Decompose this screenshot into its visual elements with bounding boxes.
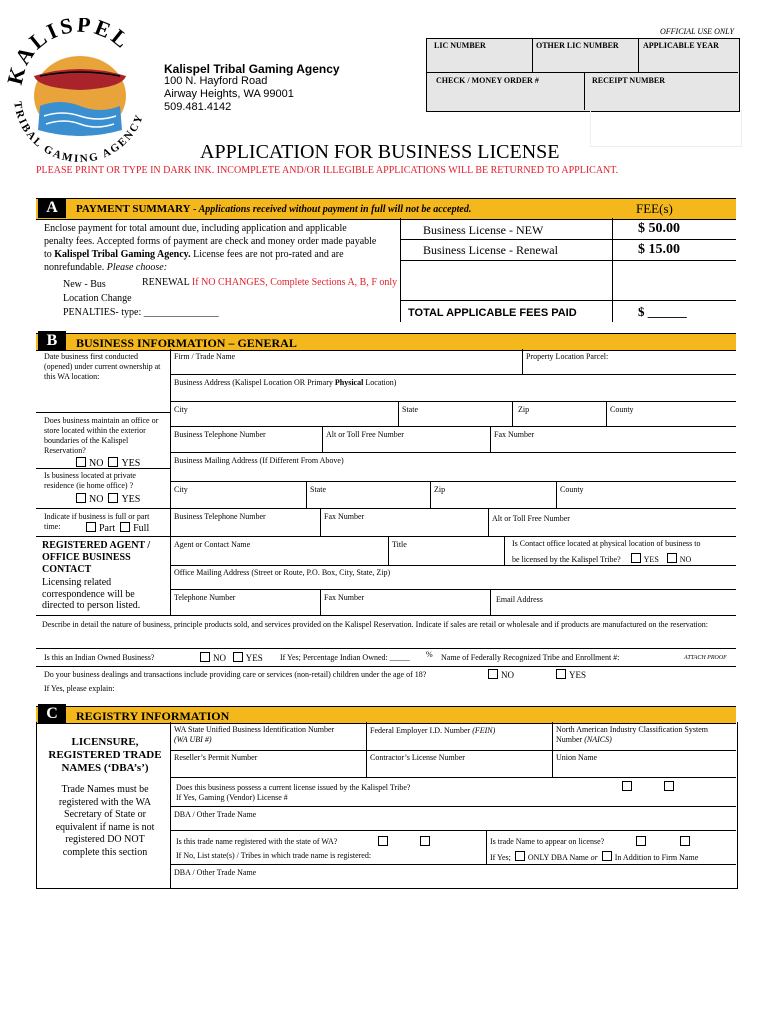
mailing-zip-field[interactable]: Zip bbox=[434, 485, 446, 494]
licensure-heading: LICENSURE, REGISTERED TRADE NAMES (‘DBA’s’) bbox=[48, 736, 162, 774]
check-money-order-label: CHECK / MONEY ORDER # bbox=[436, 76, 539, 85]
children-yes[interactable]: YES bbox=[556, 669, 586, 681]
registered-state-no[interactable] bbox=[378, 836, 391, 848]
official-use-label: OFFICIAL USE ONLY bbox=[660, 27, 734, 36]
current-license-yes-checkbox[interactable] bbox=[664, 781, 674, 791]
mailing-business-phone-field[interactable]: Business Telephone Number bbox=[174, 512, 266, 521]
logo-top-text: KALISPEL bbox=[1, 18, 137, 88]
appear-license-yes-checkbox[interactable] bbox=[680, 836, 690, 846]
full-time-checkbox[interactable] bbox=[120, 522, 130, 532]
full-part-question: Indicate if business is full or part time: bbox=[44, 512, 150, 531]
appear-license-no-checkbox[interactable] bbox=[636, 836, 646, 846]
contact-fax-field[interactable]: Fax Number bbox=[324, 593, 365, 602]
current-license-question: Does this business possess a current license issued by the Kalispel Tribe? bbox=[176, 783, 411, 792]
mailing-fax-field[interactable]: Fax Number bbox=[324, 512, 365, 521]
trade-names-note: Trade Names must be registered with the WA Secretary of State or equivalent if name is not registered DO NOT complete this section bbox=[55, 784, 155, 858]
resellers-permit-field[interactable]: Reseller’s Permit Number bbox=[174, 753, 258, 762]
instructions-text: PLEASE PRINT OR TYPE IN DARK INK. INCOMPLETE AND/OR ILLEGIBLE APPLICATIONS WILL BE RETURNED TO APPLICANT. bbox=[36, 165, 619, 176]
appear-license-options[interactable]: If Yes; ONLY DBA Name or In Addition to Firm Name bbox=[490, 853, 699, 862]
email-field[interactable]: Email Address bbox=[496, 595, 543, 604]
mailing-address-field[interactable]: Business Mailing Address (If Different From Above) bbox=[174, 456, 344, 465]
applicable-year-label: APPLICABLE YEAR bbox=[643, 41, 719, 50]
private-residence-no-checkbox[interactable] bbox=[76, 493, 86, 503]
part-time-checkbox[interactable] bbox=[86, 522, 96, 532]
tribe-enrollment-field[interactable]: Name of Federally Recognized Tribe and Enrollment #: bbox=[441, 653, 620, 662]
registered-agent-note: Licensing related correspondence will be directed to person listed. bbox=[42, 577, 141, 611]
children-yes-checkbox[interactable] bbox=[556, 669, 566, 679]
explain-field[interactable]: If Yes, please explain: bbox=[44, 684, 115, 693]
property-parcel-field[interactable]: Property Location Parcel: bbox=[526, 352, 609, 361]
private-residence-answers[interactable]: NO YES bbox=[76, 493, 140, 506]
indian-owned-yes-checkbox[interactable] bbox=[233, 652, 243, 662]
current-license-no-checkbox[interactable] bbox=[622, 781, 632, 791]
state-field[interactable]: State bbox=[402, 405, 418, 414]
list-states-field[interactable]: If No, List state(s) / Tribes in which trade name is registered: bbox=[176, 851, 372, 860]
payment-desc-4: nonrefundable. Please choose: bbox=[44, 262, 168, 273]
current-license-no[interactable] bbox=[622, 781, 635, 793]
payment-desc-2: penalty fees. Accepted forms of payment are check and money order made payable bbox=[44, 236, 377, 247]
wa-ubi-field[interactable]: WA State Unified Business Identification Number (WA UBI #) bbox=[174, 725, 335, 744]
zip-field[interactable]: Zip bbox=[518, 405, 530, 414]
mailing-city-field[interactable]: City bbox=[174, 485, 188, 494]
renewal-option[interactable]: RENEWAL If NO CHANGES, Complete Sections A, B, F only bbox=[142, 277, 398, 288]
children-no-checkbox[interactable] bbox=[488, 669, 498, 679]
indian-owned-no-checkbox[interactable] bbox=[200, 652, 210, 662]
full-part-answers[interactable]: Part Full bbox=[86, 522, 149, 535]
business-address-field[interactable]: Business Address (Kalispel Location OR Primary Physical Location) bbox=[174, 378, 397, 387]
section-a-letter: A bbox=[38, 198, 66, 218]
naics-field[interactable]: North American Industry Classification System Number (NAICS) bbox=[556, 725, 708, 744]
kalispel-logo bbox=[0, 18, 160, 168]
children-question: Do your business dealings and transactions include providing care or services (non-retail) children under the age of 18? bbox=[44, 670, 427, 679]
receipt-number-label: RECEIPT NUMBER bbox=[592, 76, 665, 85]
private-residence-yes-checkbox[interactable] bbox=[108, 493, 118, 503]
attach-proof-label: ATTACH PROOF bbox=[684, 655, 727, 661]
mailing-alt-phone-field[interactable]: Alt or Toll Free Number bbox=[492, 514, 570, 523]
fein-field[interactable]: Federal Employer I.D. Number (FEIN) bbox=[370, 726, 496, 735]
agent-title-field[interactable]: Title bbox=[392, 540, 407, 549]
percent-sign: % bbox=[426, 650, 433, 659]
payment-desc-3: to Kalispel Tribal Gaming Agency. License fees are not pro-rated and are bbox=[44, 249, 344, 260]
business-phone-field[interactable]: Business Telephone Number bbox=[174, 430, 266, 439]
fees-header: FEE(s) bbox=[636, 201, 673, 216]
penalties-field[interactable]: PENALTIES- type: _______________ bbox=[63, 307, 219, 318]
telephone-field[interactable]: Telephone Number bbox=[174, 593, 236, 602]
agency-address2: Airway Heights, WA 99001 bbox=[164, 88, 294, 100]
contractors-license-field[interactable]: Contractor’s License Number bbox=[370, 753, 465, 762]
lic-number-label: LIC NUMBER bbox=[434, 41, 486, 50]
county-field[interactable]: County bbox=[610, 405, 634, 414]
contact-office-question-2[interactable]: be licensed by the Kalispel Tribe? YES NO bbox=[512, 555, 692, 564]
maintain-office-answers[interactable]: NO YES bbox=[76, 457, 140, 470]
payment-desc-1: Enclose payment for total amount due, including application and applicable bbox=[44, 223, 347, 234]
indian-owned-question: Is this an Indian Owned Business? bbox=[44, 653, 155, 662]
mailing-county-field[interactable]: County bbox=[560, 485, 584, 494]
firm-name-field[interactable]: Firm / Trade Name bbox=[174, 352, 236, 361]
indian-owned-answers[interactable]: NO YES bbox=[200, 652, 263, 664]
maintain-office-yes-checkbox[interactable] bbox=[108, 457, 118, 467]
other-lic-number-label: OTHER LIC NUMBER bbox=[536, 41, 619, 50]
city-field[interactable]: City bbox=[174, 405, 188, 414]
section-a-title: PAYMENT SUMMARY - Applications received without payment in full will not be accepted. bbox=[76, 203, 472, 215]
dba-name-field-1[interactable]: DBA / Other Trade Name bbox=[174, 810, 257, 819]
registered-state-question: Is this trade name registered with the state of WA? bbox=[176, 837, 338, 846]
total-fees-label: TOTAL APPLICABLE FEES PAID bbox=[408, 307, 577, 319]
appear-license-yes[interactable] bbox=[680, 836, 693, 848]
contact-office-yes-checkbox[interactable] bbox=[631, 553, 641, 563]
section-b-letter: B bbox=[38, 331, 66, 351]
alt-phone-field[interactable]: Alt or Toll Free Number bbox=[326, 430, 404, 439]
agency-address1: 100 N. Hayford Road bbox=[164, 75, 268, 87]
new-bus-option[interactable]: New - Bus bbox=[63, 279, 106, 290]
maintain-office-question: Does business maintain an office or store located within the exterior boundaries of the Kalispel Reservation? bbox=[44, 416, 159, 455]
fee-renew-value: $ 15.00 bbox=[638, 242, 680, 257]
agency-name: Kalispel Tribal Gaming Agency bbox=[164, 62, 340, 76]
only-dba-checkbox[interactable] bbox=[515, 851, 525, 861]
section-c-letter: C bbox=[38, 704, 66, 724]
logo-bottom-text: TRIBAL GAMING AGENCY bbox=[11, 100, 147, 166]
maintain-office-no-checkbox[interactable] bbox=[76, 457, 86, 467]
contact-office-no-checkbox[interactable] bbox=[667, 553, 677, 563]
page-title: APPLICATION FOR BUSINESS LICENSE bbox=[200, 141, 560, 163]
agency-phone: 509.481.4142 bbox=[164, 101, 232, 113]
section-b-title: BUSINESS INFORMATION – GENERAL bbox=[76, 336, 297, 350]
total-fees-value[interactable]: $ ______ bbox=[638, 304, 687, 319]
describe-business-field[interactable]: Describe in detail the nature of business, principle products sold, and services provided on the Kalispel Reservation. Indicate if sales are retail or wholesale and if products are manufactured on the reservation: bbox=[42, 620, 708, 629]
registered-state-yes-checkbox[interactable] bbox=[420, 836, 430, 846]
fax-field[interactable]: Fax Number bbox=[494, 430, 535, 439]
date-conducted-label: Date business first conducted (opened) under current ownership at this WA location: bbox=[44, 352, 161, 381]
appear-license-question: Is trade Name to appear on license? bbox=[490, 837, 605, 846]
fee-renew-label: Business License - Renewal bbox=[423, 243, 558, 257]
appear-license-no[interactable] bbox=[636, 836, 649, 848]
dba-name-field-2[interactable]: DBA / Other Trade Name bbox=[174, 868, 257, 877]
children-no[interactable]: NO bbox=[488, 669, 514, 681]
location-change-option[interactable]: Location Change bbox=[63, 293, 132, 304]
union-name-field[interactable]: Union Name bbox=[556, 753, 598, 762]
fee-new-label: Business License - NEW bbox=[423, 223, 544, 237]
mailing-state-field[interactable]: State bbox=[310, 485, 326, 494]
section-c-title: REGISTRY INFORMATION bbox=[76, 709, 230, 723]
registered-agent-heading: REGISTERED AGENT / OFFICE BUSINESS CONTACT bbox=[42, 540, 151, 575]
percent-owned-field[interactable]: If Yes; Percentage Indian Owned: _____ bbox=[280, 653, 410, 662]
office-mailing-field[interactable]: Office Mailing Address (Street or Route, P.O. Box, City, State, Zip) bbox=[174, 568, 391, 577]
current-license-yes[interactable] bbox=[664, 781, 677, 793]
in-addition-checkbox[interactable] bbox=[602, 851, 612, 861]
registered-state-no-checkbox[interactable] bbox=[378, 836, 388, 846]
agent-name-field[interactable]: Agent or Contact Name bbox=[174, 540, 251, 549]
fee-new-value: $ 50.00 bbox=[638, 221, 680, 236]
contact-office-question-1: Is Contact office located at physical location of business to bbox=[512, 539, 701, 548]
private-residence-question: Is business located at private residence (ie home office) ? bbox=[44, 471, 136, 490]
gaming-license-field[interactable]: If Yes, Gaming (Vendor) License # bbox=[176, 793, 288, 802]
registered-state-yes[interactable] bbox=[420, 836, 433, 848]
